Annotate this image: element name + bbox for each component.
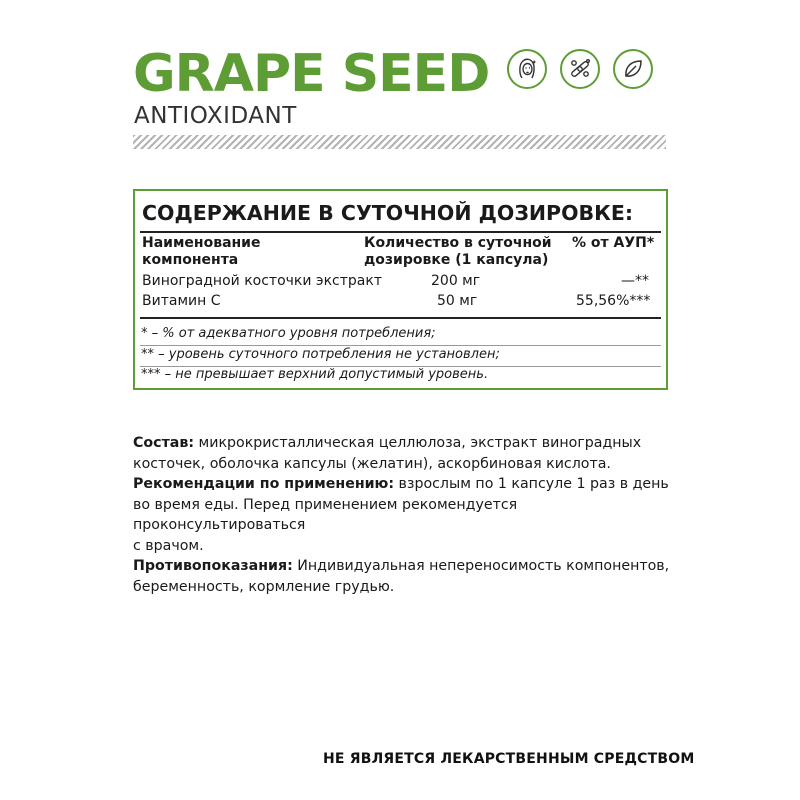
footnote: *** – не превышает верхний допустимый уровень. bbox=[141, 367, 489, 382]
usage-line: Рекомендации по применению: взрослым по 1 капсуле 1 раз в день bbox=[133, 476, 669, 492]
col-header-amount: Количество в суточной дозировке (1 капсула) bbox=[364, 235, 552, 268]
composition-line: косточек, оболочка капсулы (желатин), аскорбиновая кислота. bbox=[133, 455, 611, 472]
table-bottom-rule bbox=[140, 317, 661, 319]
woman-face-icon bbox=[507, 49, 547, 89]
row-component-name: Витамин С bbox=[142, 293, 221, 309]
usage-line: во время еды. Перед применением рекомендуется проконсультироваться bbox=[133, 496, 518, 533]
feature-icons bbox=[507, 49, 653, 89]
footnote: * – % от адекватного уровня потребления; bbox=[141, 326, 436, 341]
row-component-name: Виноградной косточки экстракт bbox=[142, 273, 382, 289]
dosage-table bbox=[133, 189, 668, 390]
contraindications-line: Противопоказания: Индивидуальная непереносимость компонентов, bbox=[133, 558, 670, 574]
contraindications-line: беременность, кормление грудью. bbox=[133, 578, 395, 595]
disclaimer: НЕ ЯВЛЯЕТСЯ ЛЕКАРСТВЕННЫМ СРЕДСТВОМ bbox=[323, 751, 695, 767]
product-subtitle: ANTIOXIDANT bbox=[134, 103, 297, 129]
dosage-table-heading: СОДЕРЖАНИЕ В СУТОЧНОЙ ДОЗИРОВКЕ: bbox=[142, 201, 634, 225]
row-amount: 200 мг bbox=[431, 273, 481, 289]
capsules-icon bbox=[560, 49, 600, 89]
product-info bbox=[133, 433, 673, 597]
usage-line: с врачом. bbox=[133, 537, 204, 554]
product-title: GRAPE SEED bbox=[133, 44, 490, 104]
composition-label: Состав: bbox=[133, 435, 195, 451]
footnote-divider bbox=[140, 345, 661, 346]
footnote: ** – уровень суточного потребления не установлен; bbox=[141, 347, 500, 362]
heading-rule bbox=[140, 231, 661, 233]
row-amount: 50 мг bbox=[437, 293, 478, 309]
leaf-icon bbox=[613, 49, 653, 89]
usage-label: Рекомендации по применению: bbox=[133, 476, 395, 492]
contraindications-label: Противопоказания: bbox=[133, 558, 293, 574]
row-percent: 55,56%*** bbox=[576, 293, 651, 309]
col-header-component: Наименование компонента bbox=[142, 235, 261, 268]
col-header-percent: % от АУП* bbox=[572, 235, 655, 251]
row-percent: —** bbox=[621, 273, 649, 289]
composition-line: Состав: микрокристаллическая целлюлоза, экстракт виноградных bbox=[133, 435, 642, 451]
decorative-divider bbox=[133, 135, 666, 149]
